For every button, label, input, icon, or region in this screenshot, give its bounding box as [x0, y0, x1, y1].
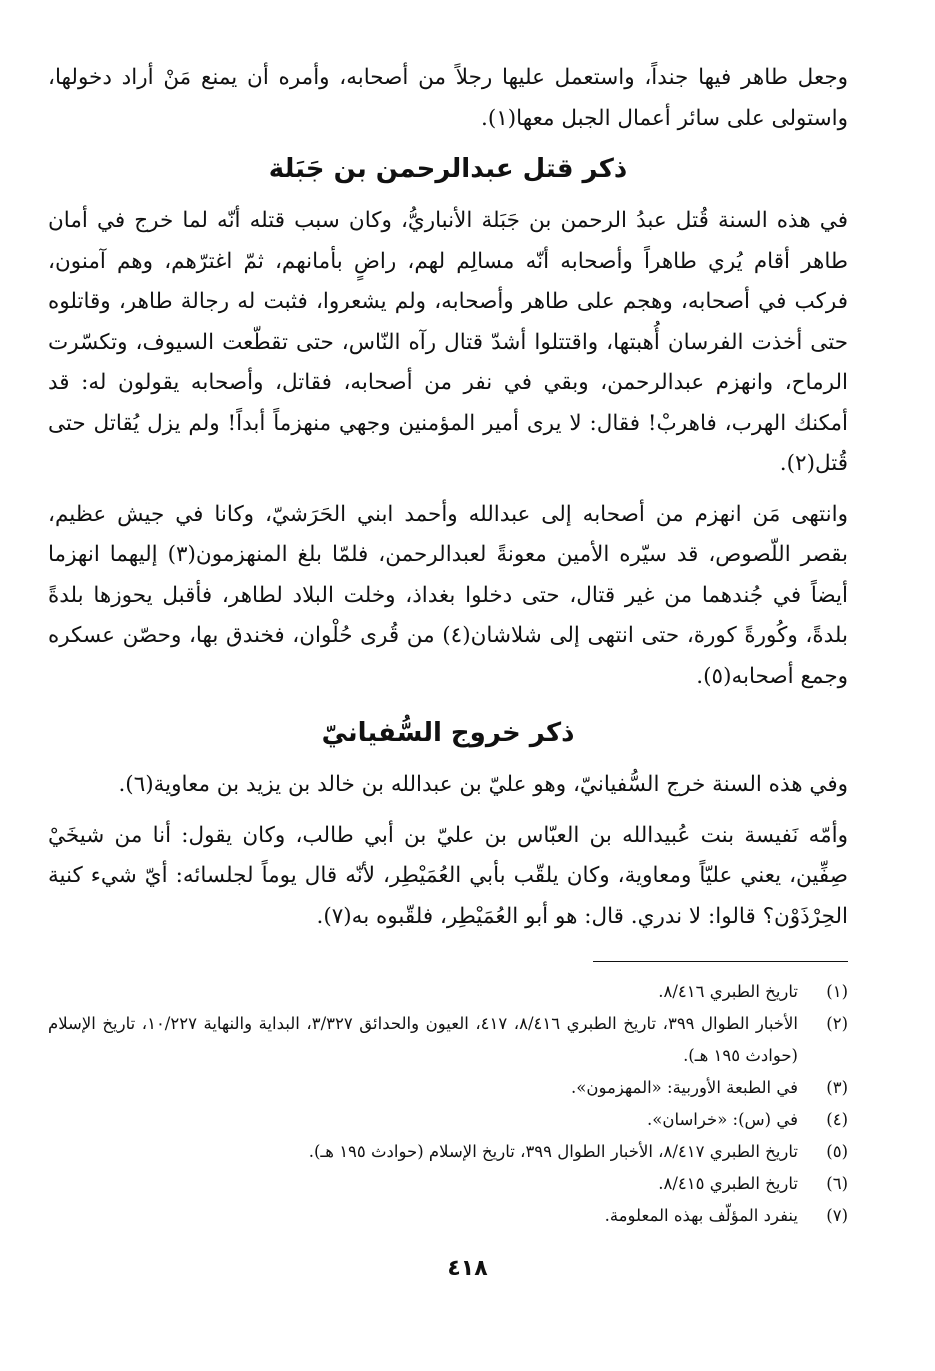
- intro-paragraph: وجعل طاهر فيها جنداً، واستعمل عليها رجلاً من أصحابه، وأمره أن يمنع مَنْ أراد دخولها، واستولى على سائر أعمال الجبل معها(١).: [48, 65, 848, 131]
- paragraph: وفي هذه السنة خرج السُّفيانيّ، وهو عليّ بن عبدالله بن خالد بن يزيد بن معاوية(٦).: [118, 772, 848, 797]
- footnote-number: (٧): [826, 1206, 848, 1225]
- footnote: [48, 1168, 848, 1200]
- footnote-number: (١): [826, 982, 848, 1001]
- footnote-text: في (س): «خراسان».: [647, 1110, 798, 1129]
- footnote: [48, 1008, 848, 1072]
- paragraph: وانتهى مَن انهزم من أصحابه إلى عبدالله وأحمد ابني الحَرَشيّ، وكانا في جيش عظيم، بقصر اللّصوص، قد سيّره الأمين معونةً لعبدالرحمن، فلمّا بلغ المنهزمون(٣) إليهما انهزما أيضاً في جُندهما من غير قتال، حتى دخلوا بغداذ، وخلت البلاد لطاهر، فأقبل يحوزها بلدةً بلدةً، وكُورةً كورة، حتى انتهى إلى شلاشان(٤) من قُرى حُلْوان، فخندق بها، وحصّن عسكره وجمع أصحابه(٥).: [48, 501, 849, 689]
- footnote: [48, 976, 848, 1008]
- footnote-text: الأخبار الطوال ٣٩٩، تاريخ الطبري ٨/٤١٦، ٤١٧، العيون والحدائق ٣/٣٢٧، البداية والنهاية ١٠/٢٢٧، تاريخ الإسلام (حوادث ١٩٥ هـ).: [48, 1014, 798, 1065]
- footnote-number: (٥): [826, 1142, 848, 1161]
- footnote-text: تاريخ الطبري ٨/٤١٦.: [658, 982, 798, 1001]
- footnote-number: (٤): [826, 1110, 848, 1129]
- footnote: [48, 1104, 848, 1136]
- footnote: [48, 1200, 848, 1232]
- page-number: ٤١٨: [447, 1256, 488, 1281]
- footnote: [48, 1136, 848, 1168]
- footnote-text: تاريخ الطبري ٨/٤١٥.: [658, 1174, 798, 1193]
- section-heading-abdulrahman: ذكر قتل عبدالرحمن بن جَبَلة: [268, 154, 628, 184]
- paragraph: وأمّه نَفيسة بنت عُبيدالله بن العبّاس بن عليّ بن أبي طالب، وكان يقول: أنا من شيخَيْ صِفِّين، يعني عليّاً ومعاوية، وكان يلقّب بأبي العُمَيْطِر، لأنّه قال يوماً لجلسائه: أيّ شيء كنية الحِرْذَوْن؟ قالوا: لا ندري. قال: هو أبو العُمَيْطِر، فلقّبوه به(٧).: [48, 822, 848, 929]
- section-heading-sufyani: ذكر خروج السُّفيانيّ: [321, 718, 575, 748]
- footnote-number: (٣): [826, 1078, 848, 1097]
- footnotes: [48, 976, 848, 1232]
- footnote-text: تاريخ الطبري ٨/٤١٧، الأخبار الطوال ٣٩٩، تاريخ الإسلام (حوادث ١٩٥ هـ).: [308, 1142, 798, 1161]
- footnote-number: (٦): [826, 1174, 848, 1193]
- footnote-text: ينفرد المؤلّف بهذه المعلومة.: [604, 1206, 798, 1225]
- footnote-divider: [593, 961, 848, 962]
- page-body: [48, 58, 848, 1232]
- footnote-number: (٢): [826, 1014, 848, 1033]
- paragraph: في هذه السنة قُتل عبدُ الرحمن بن جَبَلة الأنباريُّ، وكان سبب قتله أنّه لما خرج في أمان طاهر أقام يُري طاهراً وأصحابه أنّه مسالِم لهم، راضٍ بأمانهم، ثمّ اغترّهم، وهم آمنون، فركب في أصحابه، وهجم على طاهر وأصحابه، ولم يشعروا، فثبت له رجالة طاهر، وقاتلوه حتى أخذت الفرسان أُهبتها، واقتتلوا أشدّ قتال رآه النّاس، حتى تقطّعت السيوف، وتكسّرت الرماح، وانهزم عبدالرحمن، وبقي في نفر من أصحابه، فقاتل، وأصحابه يقولون له: قد أمكنك الهرب، فاهربْ! فقال: لا يرى أمير المؤمنين وجهي منهزماً أبداً! ولم يزل يُقاتل حتى قُتل(٢).: [48, 208, 848, 476]
- footnote-text: في الطبعة الأوربية: «المهزمون».: [571, 1078, 798, 1097]
- footnote: [48, 1072, 848, 1104]
